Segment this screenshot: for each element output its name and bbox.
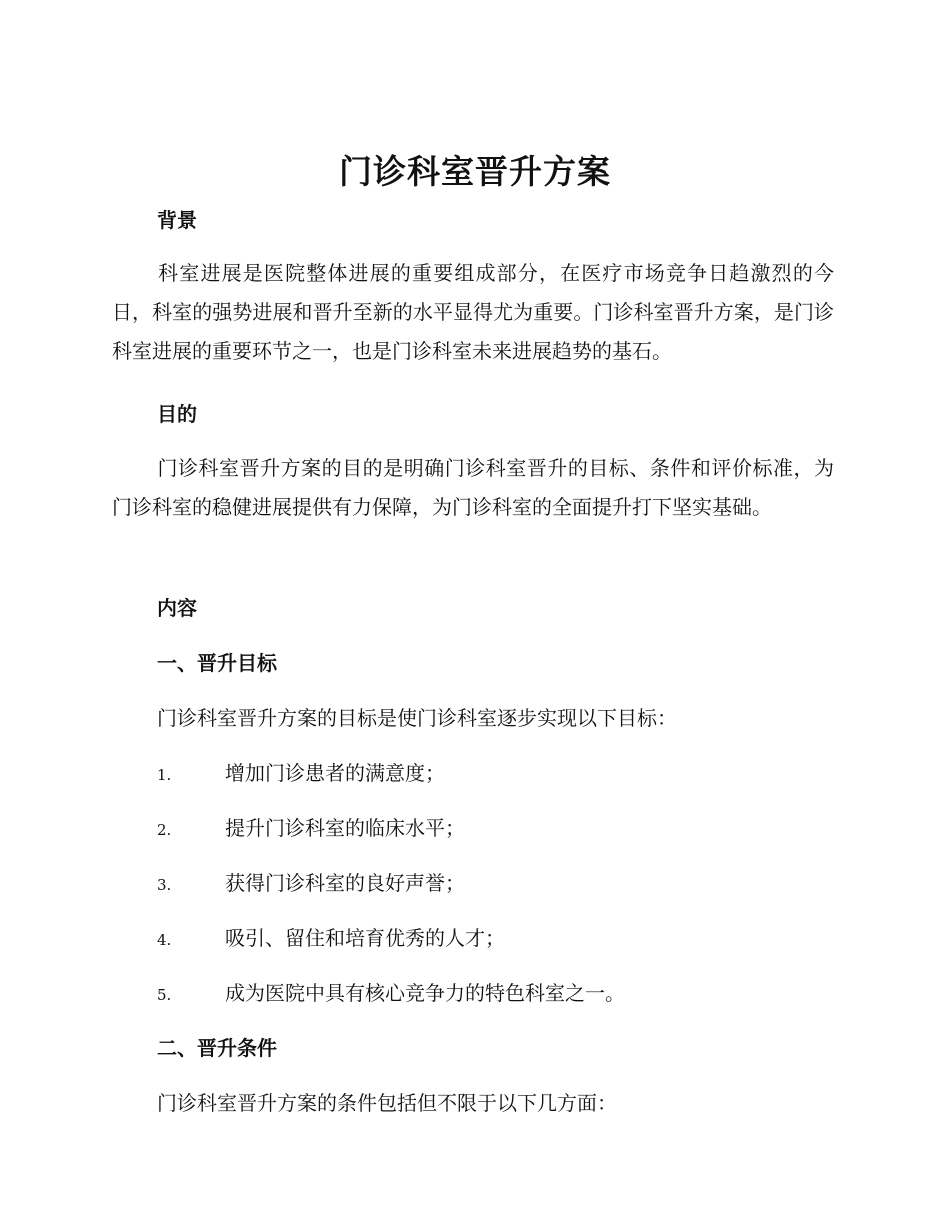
heading-content: 内容 [157, 596, 197, 620]
list-item [157, 758, 445, 790]
conditions-intro: 门诊科室晋升方案的条件包括但不限于以下几方面： [157, 1091, 617, 1115]
list-item [157, 923, 505, 955]
heading-purpose: 目的 [157, 402, 197, 426]
list-number: 1. [157, 766, 172, 784]
list-item [157, 978, 625, 1010]
heading-background: 背景 [157, 208, 197, 232]
paragraph-purpose-text: 门诊科室晋升方案的目的是明确门诊科室晋升的目标、条件和评价标准，为门诊科室的稳健进展提供有力保障，为门诊科室的全面提升打下坚实基础。 [112, 456, 834, 519]
list-text: 吸引、留住和培育优秀的人才； [225, 926, 505, 950]
goals-intro: 门诊科室晋升方案的目标是使门诊科室逐步实现以下目标： [157, 706, 677, 730]
list-text: 成为医院中具有核心竞争力的特色科室之一。 [225, 981, 625, 1005]
list-item [157, 868, 465, 900]
heading-goals: 一、晋升目标 [157, 651, 277, 675]
paragraph-background [112, 254, 834, 371]
document-title: 门诊科室晋升方案 [339, 152, 611, 191]
paragraph-background-text: 科室进展是医院整体进展的重要组成部分，在医疗市场竞争日趋激烈的今日，科室的强势进展和晋升至新的水平显得尤为重要。门诊科室晋升方案，是门诊科室进展的重要环节之一，也是门诊科室未来进展趋势的基石。 [112, 261, 834, 363]
list-text: 提升门诊科室的临床水平； [225, 816, 465, 840]
list-text: 增加门诊患者的满意度； [225, 761, 445, 785]
paragraph-purpose [112, 449, 834, 527]
list-number: 4. [157, 931, 172, 949]
heading-conditions: 二、晋升条件 [157, 1036, 277, 1060]
list-item [157, 813, 465, 845]
list-number: 5. [157, 986, 172, 1004]
list-text: 获得门诊科室的良好声誉； [225, 871, 465, 895]
list-number: 2. [157, 821, 172, 839]
list-number: 3. [157, 876, 172, 894]
